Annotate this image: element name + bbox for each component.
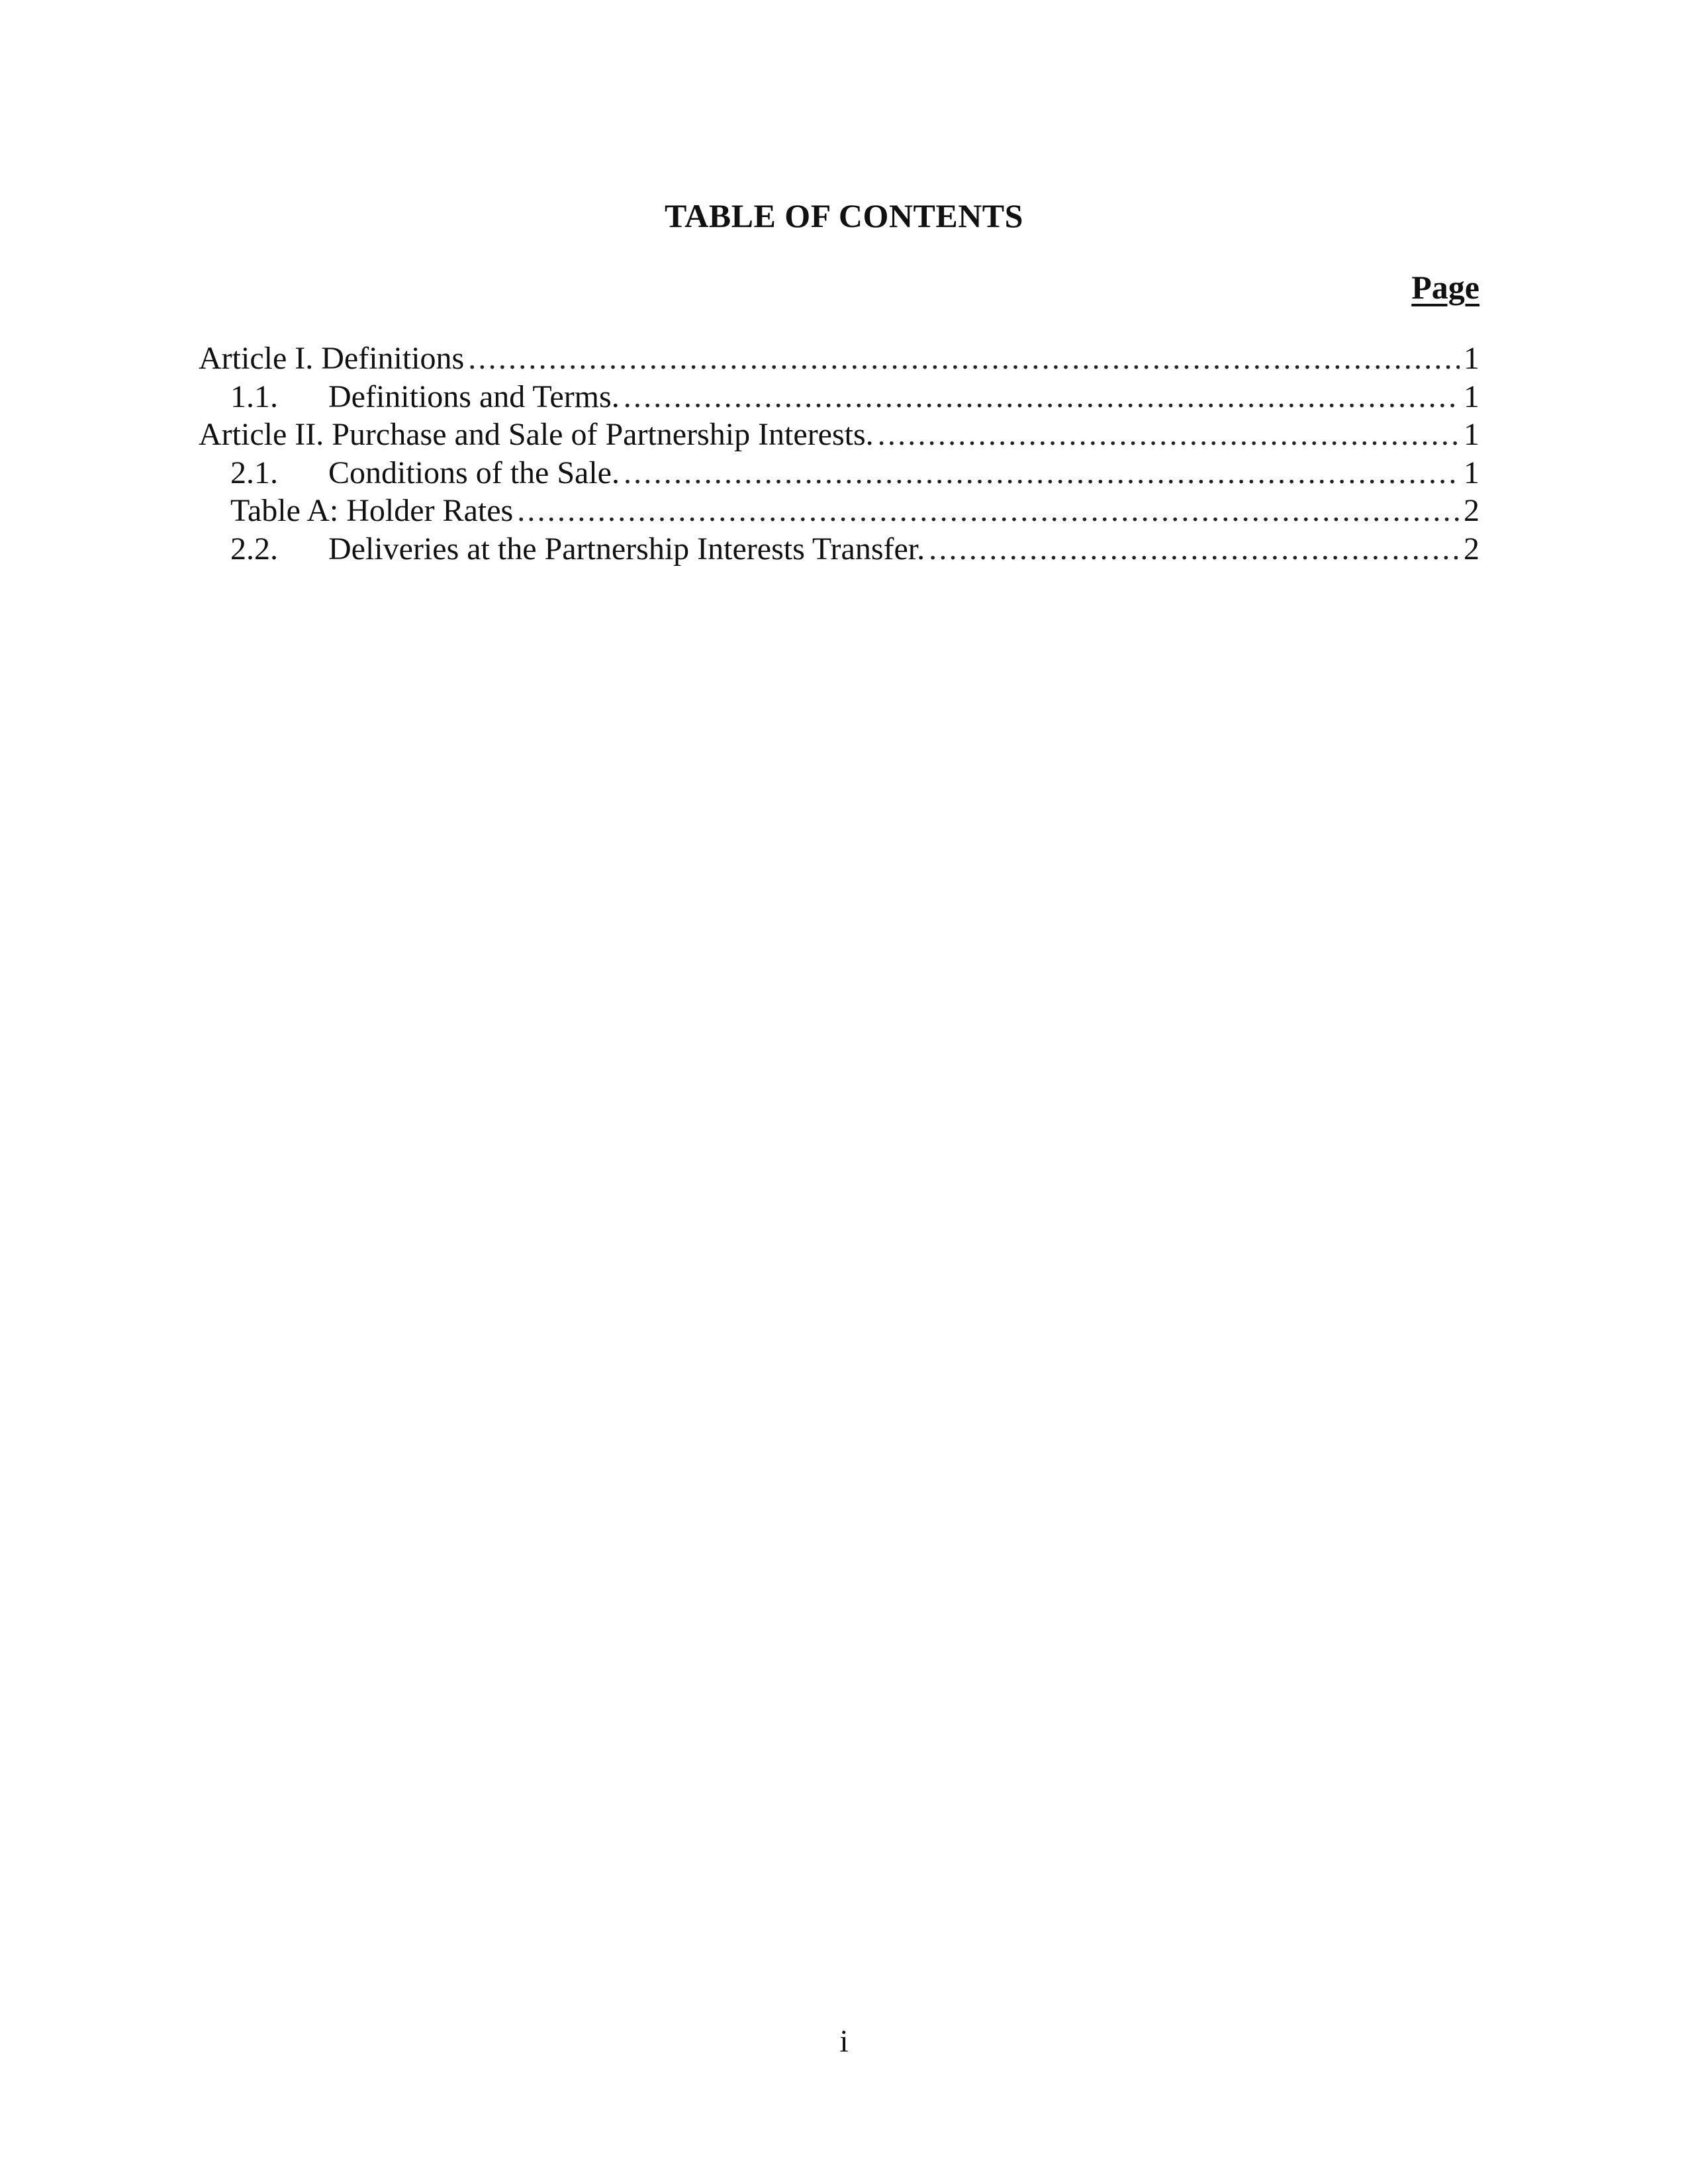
toc-entry-1-1[interactable] xyxy=(199,378,1479,416)
toc-entry-text: Definitions and Terms. xyxy=(328,379,620,414)
toc-entry-number: 1.1. xyxy=(230,379,278,414)
toc-entry-table-a[interactable] xyxy=(199,492,1479,530)
toc-entry-text: Article II. Purchase and Sale of Partnership Interests. xyxy=(199,417,874,453)
dot-leader xyxy=(878,416,1460,454)
toc-entry-page: 1 xyxy=(1464,455,1479,490)
toc-entry-number: 2.2. xyxy=(230,531,278,567)
toc-entry-text: Table A: Holder Rates xyxy=(230,493,514,529)
toc-entry-page: 1 xyxy=(1464,341,1479,376)
dot-leader xyxy=(624,454,1460,492)
toc-entry-article-2[interactable] xyxy=(199,416,1479,454)
toc-entry-2-2[interactable] xyxy=(199,530,1479,569)
toc-list xyxy=(199,340,1479,569)
dot-leader xyxy=(929,530,1460,569)
toc-entry-article-1[interactable] xyxy=(199,340,1479,378)
toc-entry-text: Conditions of the Sale. xyxy=(328,455,620,490)
toc-entry-text: Deliveries at the Partnership Interests Transfer. xyxy=(328,531,925,567)
dot-leader xyxy=(468,340,1460,378)
dot-leader xyxy=(624,378,1460,416)
page-number: i xyxy=(839,2024,849,2059)
toc-entry-number: 2.1. xyxy=(230,455,278,490)
toc-entry-2-1[interactable] xyxy=(199,454,1479,492)
toc-entry-text: Article I. Definitions xyxy=(199,341,465,376)
dot-leader xyxy=(517,492,1460,530)
toc-entry-page: 1 xyxy=(1464,379,1479,414)
toc-title: TABLE OF CONTENTS xyxy=(665,197,1023,234)
page-column-header: Page xyxy=(1411,269,1479,306)
toc-entry-page: 2 xyxy=(1464,493,1479,529)
toc-entry-page: 2 xyxy=(1464,531,1479,567)
toc-entry-page: 1 xyxy=(1464,417,1479,453)
